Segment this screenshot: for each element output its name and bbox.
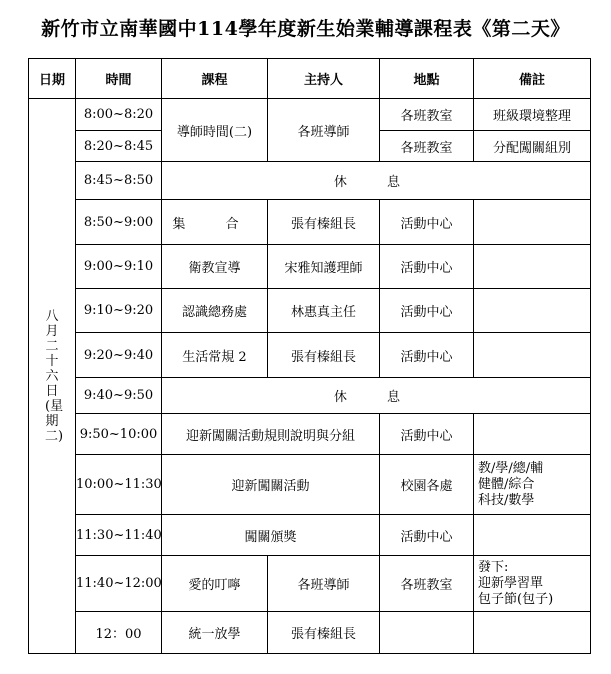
time-cell: 9:40~9:50 (76, 378, 162, 414)
place-cell (380, 612, 474, 654)
note-line: 包子節(包子) (478, 591, 554, 607)
place-cell: 活動中心 (380, 414, 474, 455)
course-cell: 生活常規 2 (162, 333, 268, 378)
table-row (29, 378, 591, 414)
place-cell: 各班教室 (380, 556, 474, 612)
course-cell: 集 合 (162, 200, 268, 245)
table-row (29, 289, 591, 333)
table-row (29, 245, 591, 289)
time-cell: 9:20~9:40 (76, 333, 162, 378)
table-row (29, 162, 591, 200)
date-cell: 八月二十六日(星期二) (29, 99, 76, 654)
header-note: 備註 (474, 59, 591, 99)
table-row (29, 333, 591, 378)
note-cell (474, 612, 591, 654)
page-title: 新竹市立南華國中114學年度新生始業輔導課程表《第二天》 (41, 18, 570, 40)
place-cell: 活動中心 (380, 333, 474, 378)
place-cell: 活動中心 (380, 289, 474, 333)
note-line: 健體/綜合 (478, 476, 535, 492)
note-cell (474, 200, 591, 245)
course-cell: 迎新闖關活動規則說明與分組 (162, 414, 380, 455)
note-cell (474, 333, 591, 378)
host-cell: 各班導師 (268, 99, 380, 162)
header-host: 主持人 (268, 59, 380, 99)
note-cell: 班級環境整理 (474, 99, 591, 131)
host-cell: 張有榛組長 (268, 200, 380, 245)
host-cell: 林惠真主任 (268, 289, 380, 333)
header-place: 地點 (380, 59, 474, 99)
place-cell: 活動中心 (380, 515, 474, 556)
time-cell: 9:50~10:00 (76, 414, 162, 455)
break-cell: 休 息 (162, 378, 591, 414)
note-cell (474, 245, 591, 289)
course-cell: 迎新闖關活動 (162, 455, 380, 515)
time-cell: 9:00~9:10 (76, 245, 162, 289)
note-cell: 分配闖關組別 (474, 131, 591, 162)
host-cell: 宋雅知護理師 (268, 245, 380, 289)
note-line: 教/學/總/輔 (478, 460, 544, 476)
place-cell: 校園各處 (380, 455, 474, 515)
host-cell: 張有榛組長 (268, 333, 380, 378)
note-line: 科技/數學 (478, 492, 535, 508)
note-cell (474, 455, 591, 515)
place-cell: 活動中心 (380, 200, 474, 245)
time-cell: 11:30~11:40 (76, 515, 162, 556)
note-cell (474, 515, 591, 556)
time-cell: 9:10~9:20 (76, 289, 162, 333)
time-cell: 8:00~8:20 (76, 99, 162, 131)
note-line: 發下: (478, 559, 509, 575)
course-cell: 導師時間(二) (162, 99, 268, 162)
course-cell: 衛教宣導 (162, 245, 268, 289)
table-row (29, 556, 591, 612)
note-cell (474, 289, 591, 333)
header-time: 時間 (76, 59, 162, 99)
table-row (29, 515, 591, 556)
note-line: 迎新學習單 (478, 575, 544, 591)
time-cell: 10:00~11:30 (76, 455, 162, 515)
time-cell: 8:20~8:45 (76, 131, 162, 162)
place-cell: 各班教室 (380, 99, 474, 131)
schedule-table (28, 58, 591, 654)
table-row (29, 99, 591, 131)
time-cell: 12：00 (76, 612, 162, 654)
place-cell: 活動中心 (380, 245, 474, 289)
course-cell: 愛的叮嚀 (162, 556, 268, 612)
table-row (29, 200, 591, 245)
time-cell: 11:40~12:00 (76, 556, 162, 612)
table-row (29, 455, 591, 515)
course-cell: 認識總務處 (162, 289, 268, 333)
note-cell (474, 414, 591, 455)
note-cell (474, 556, 591, 612)
host-cell: 張有榛組長 (268, 612, 380, 654)
course-cell: 統一放學 (162, 612, 268, 654)
host-cell: 各班導師 (268, 556, 380, 612)
break-cell: 休 息 (162, 162, 591, 200)
table-row (29, 612, 591, 654)
time-cell: 8:45~8:50 (76, 162, 162, 200)
table-row (29, 414, 591, 455)
time-cell: 8:50~9:00 (76, 200, 162, 245)
header-date: 日期 (29, 59, 76, 99)
header-course: 課程 (162, 59, 268, 99)
course-cell: 闖關頒獎 (162, 515, 380, 556)
place-cell: 各班教室 (380, 131, 474, 162)
header-row (29, 59, 591, 99)
